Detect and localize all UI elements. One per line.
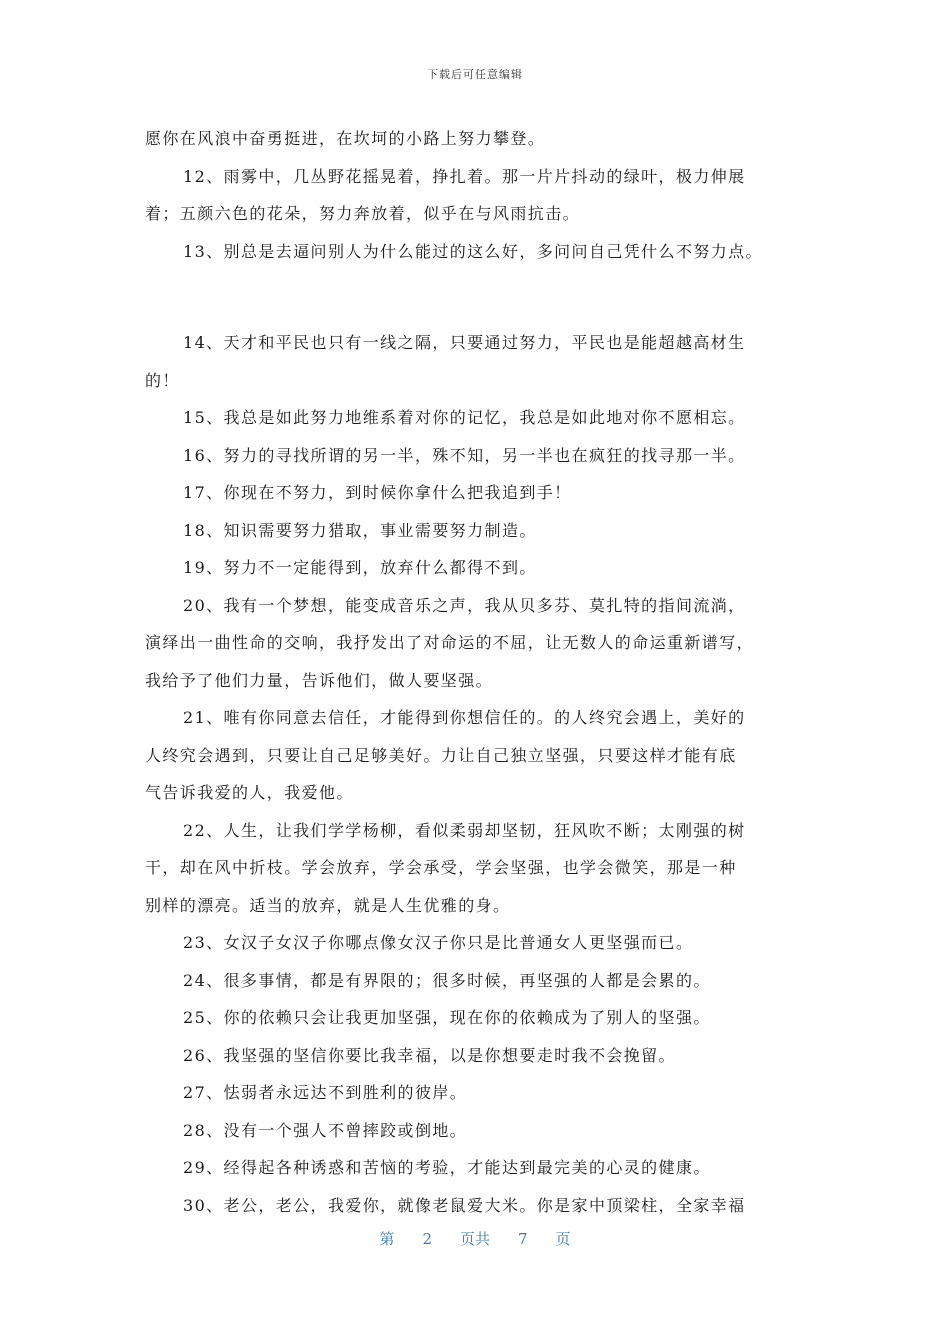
text-line: 气告诉我爱的人，我爱他。 — [145, 783, 354, 802]
text-line: 18、知识需要努力猎取，事业需要努力制造。 — [183, 520, 537, 540]
footer-middle: 页共 — [459, 1230, 490, 1248]
text-line: 17、你现在不努力，到时候你拿什么把我追到手！ — [183, 483, 572, 502]
text-line: 人终究会遇到，只要让自己足够美好。力让自己独立坚强，只要这样才能有底 — [145, 745, 737, 765]
text-line: 着；五颜六色的花朵，努力奔放着，似乎在与风雨抗击。 — [145, 204, 581, 223]
text-line: 12、雨雾中，几丛野花摇晃着，挣扎着。那一片片抖动的绿叶，极力伸展 — [183, 166, 746, 186]
text-line: 14、天才和平民也只有一线之隔，只要通过努力，平民也是能超越高材生 — [183, 333, 746, 352]
text-line: 愿你在风浪中奋勇挺进，在坎坷的小路上努力攀登。 — [145, 129, 546, 148]
text-line: 20、我有一个梦想，能变成音乐之声，我从贝多芬、莫扎特的指间流淌， — [183, 595, 746, 615]
text-line: 19、努力不一定能得到，放弃什么都得不到。 — [183, 558, 537, 577]
document-body — [145, 120, 810, 1224]
text-line: 30、老公，老公，我爱你，就像老鼠爱大米。你是家中顶梁柱，全家幸福 — [183, 1195, 746, 1215]
page-header: 下载后可任意编辑 — [427, 68, 523, 81]
page-footer — [0, 1228, 950, 1249]
text-line: 23、女汉子女汉子你哪点像女汉子你只是比普通女人更坚强而已。 — [183, 933, 694, 952]
footer-prefix: 第 — [379, 1230, 395, 1248]
text-line: 22、人生，让我们学学杨柳，看似柔弱却坚韧，狂风吹不断；太刚强的树 — [183, 820, 746, 840]
text-line: 27、怯弱者永远达不到胜利的彼岸。 — [183, 1083, 468, 1102]
blank-spacer — [145, 270, 810, 324]
text-line: 别样的漂亮。适当的放弃，就是人生优雅的身。 — [145, 895, 511, 915]
text-line: 的！ — [145, 370, 180, 390]
text-line: 15、我总是如此努力地维系着对你的记忆，我总是如此地对你不愿相忘。 — [183, 408, 746, 427]
footer-suffix: 页 — [555, 1230, 571, 1248]
text-line: 26、我坚强的坚信你要比我幸福，以是你想要走时我不会挽留。 — [183, 1045, 676, 1065]
text-line: 25、你的依赖只会让我更加坚强，现在你的依赖成为了别人的坚强。 — [183, 1008, 711, 1027]
footer-total-pages: 7 — [518, 1230, 528, 1248]
text-line: 29、经得起各种诱惑和苦恼的考验，才能达到最完美的心灵的健康。 — [183, 1158, 711, 1177]
text-line: 我给予了他们力量，告诉他们，做人要坚强。 — [145, 670, 494, 690]
footer-page-number: 2 — [422, 1230, 432, 1248]
text-line: 干，却在风中折枝。学会放弃，学会承受，学会坚强，也学会微笑，那是一种 — [145, 858, 737, 877]
text-line: 28、没有一个强人不曾摔跤或倒地。 — [183, 1120, 468, 1140]
text-line: 21、唯有你同意去信任，才能得到你想信任的。的人终究会遇上，美好的 — [183, 708, 746, 727]
text-line: 24、很多事情，都是有界限的；很多时候，再坚强的人都是会累的。 — [183, 970, 711, 990]
text-line: 13、别总是去逼问别人为什么能过的这么好，多问问自己凭什么不努力点。 — [183, 241, 763, 261]
text-line: 16、努力的寻找所谓的另一半，殊不知，另一半也在疯狂的找寻那一半。 — [183, 445, 746, 465]
text-line: 演绎出一曲性命的交响，我抒发出了对命运的不屈，让无数人的命运重新谱写， — [145, 633, 755, 652]
